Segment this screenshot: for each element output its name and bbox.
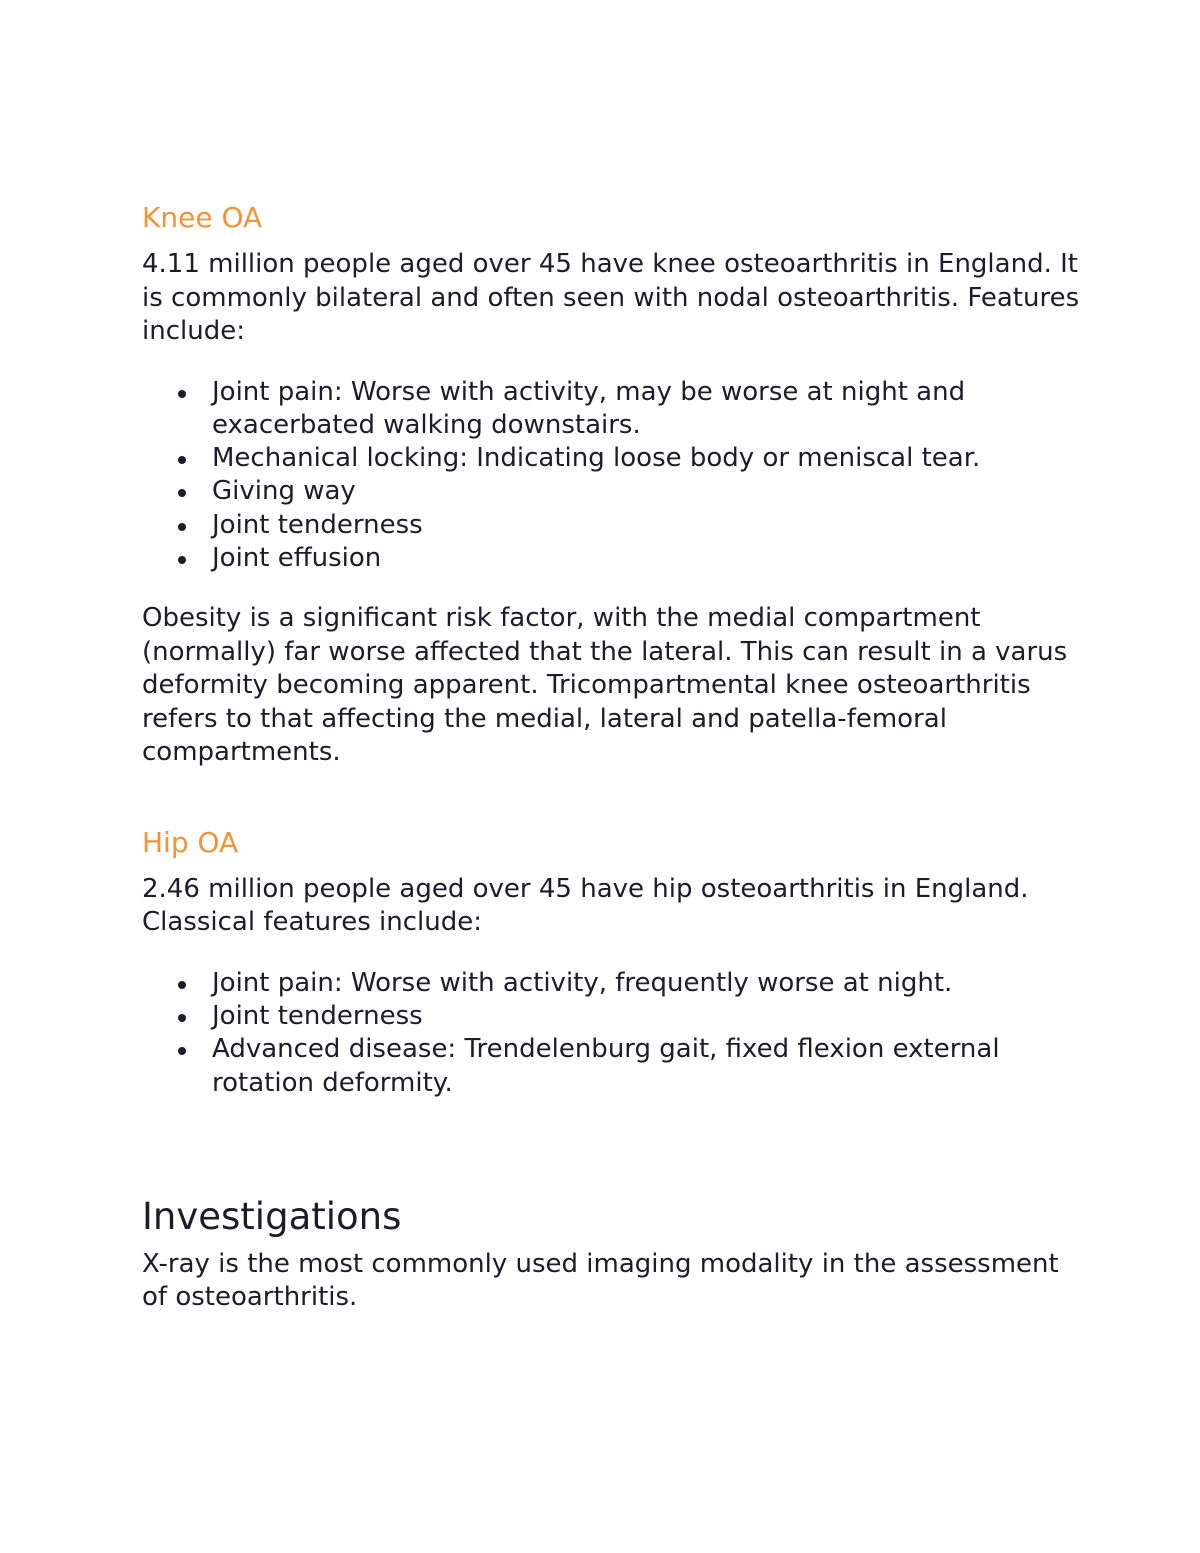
list-item-text: Mechanical locking: Indicating loose body or meniscal tear.	[212, 443, 981, 474]
list-item	[212, 376, 1082, 443]
list-item-text: Joint tenderness	[212, 509, 423, 540]
bullet-icon	[178, 390, 186, 398]
list-item	[212, 542, 1082, 575]
bullet-icon	[178, 981, 186, 989]
list-item-text: Joint tenderness	[212, 1001, 423, 1032]
bullet-icon	[178, 456, 186, 464]
list-item	[212, 1000, 1082, 1033]
investigations-section	[142, 1192, 1082, 1315]
section-spacer	[142, 770, 1082, 823]
list-item	[212, 442, 1082, 475]
list-item-text: Joint pain: Worse with activity, frequently worse at night.	[212, 967, 953, 998]
bullet-icon	[178, 1014, 186, 1022]
document-body	[142, 198, 1082, 1315]
investigations-heading: Investigations	[142, 1194, 402, 1238]
list-item-text: Giving way	[212, 476, 356, 507]
bullet-icon	[178, 556, 186, 564]
bullet-icon	[178, 1047, 186, 1055]
knee-oa-section	[142, 198, 1082, 770]
knee-oa-heading: Knee OA	[142, 201, 263, 234]
list-item	[212, 475, 1082, 508]
investigations-text: X-ray is the most commonly used imaging modality in the assessment of osteoarthritis.	[142, 1248, 1059, 1313]
list-item	[212, 509, 1082, 542]
knee-oa-feature-list	[142, 376, 1082, 576]
list-item	[212, 1033, 1082, 1100]
list-item	[212, 967, 1082, 1000]
hip-oa-feature-list	[142, 967, 1082, 1100]
list-item-text: Advanced disease: Trendelenburg gait, fixed flexion external rotation deformity.	[212, 1034, 1000, 1098]
bullet-icon	[178, 523, 186, 531]
hip-oa-section	[142, 823, 1082, 1100]
list-item-text: Joint effusion	[212, 542, 382, 573]
hip-oa-intro: 2.46 million people aged over 45 have hip osteoarthritis in England. Classical features include:	[142, 873, 1029, 938]
section-spacer	[142, 1127, 1082, 1192]
knee-oa-intro: 4.11 million people aged over 45 have knee osteoarthritis in England. It is commonly bilateral and often seen with nodal osteoarthritis. Features include:	[142, 249, 1080, 346]
knee-oa-closing-paragraph: Obesity is a significant risk factor, with the medial compartment (normally) far worse affected that the lateral. This can result in a varus deformity becoming apparent. Tricompartmental knee osteoarthritis refers to that affecting the medial, lateral and patella-femoral compartments.	[142, 603, 1068, 768]
list-item-text: Joint pain: Worse with activity, may be worse at night and exacerbated walking downstairs.	[212, 376, 966, 440]
bullet-icon	[178, 489, 186, 497]
hip-oa-heading: Hip OA	[142, 825, 239, 859]
